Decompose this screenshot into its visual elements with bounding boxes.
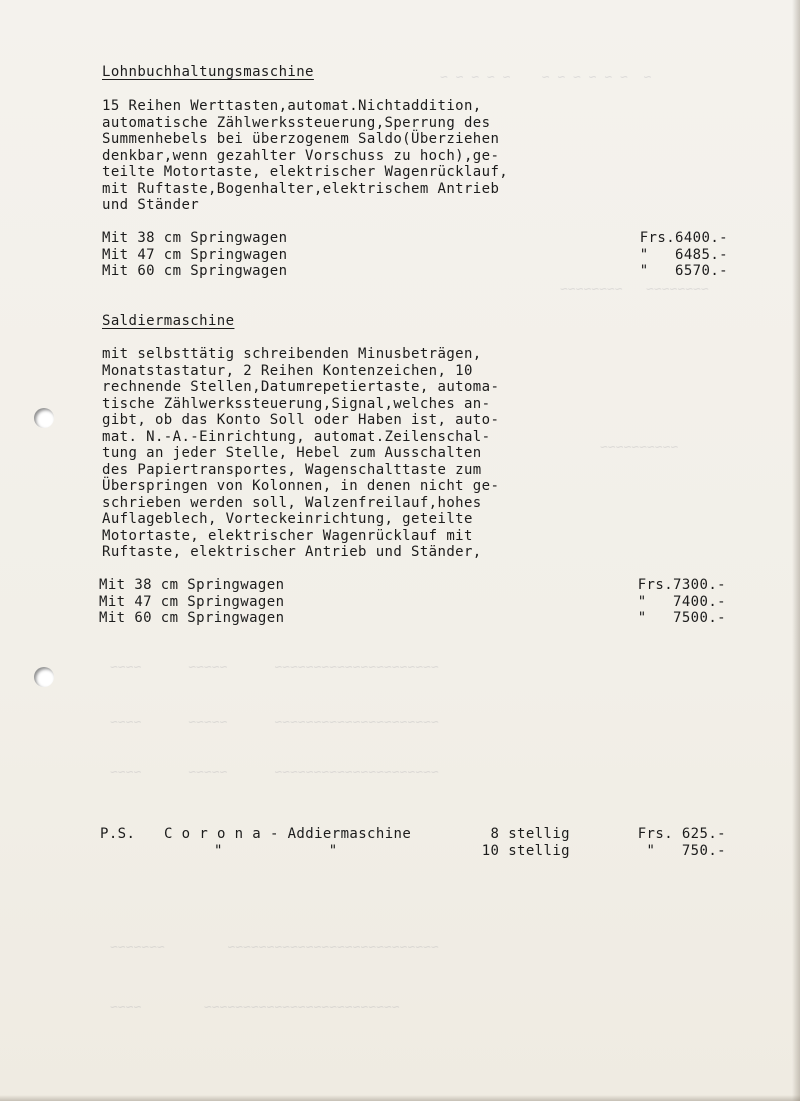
bleed-through-text: ~ ~ ~ ~ ~ ~ ~ ~ ~ ~ ~ ~ xyxy=(440,70,667,85)
page-edge-shadow xyxy=(0,1095,800,1101)
description-line: des Papiertransportes, Wagenschalttaste zum xyxy=(102,461,482,478)
item-label: Mit 38 cm Springwagen xyxy=(102,230,288,246)
description-line: Auflageblech, Vortеckeinrichtung, geteilte xyxy=(102,511,473,527)
ps-price: Frs. 625.- xyxy=(637,826,726,842)
description-line: 15 Reihen Werttasten,automat.Nichtaddition, xyxy=(102,98,482,114)
item-label: Mit 60 cm Springwagen xyxy=(102,263,288,279)
item-price: Frs.6400.- xyxy=(639,230,728,246)
description-line: Monatstastatur, 2 Reihen Kontenzeichen, 10 xyxy=(102,362,473,379)
item-price: " 6570.- xyxy=(639,263,728,279)
page-edge-shadow xyxy=(792,0,800,1101)
ps-digits: 10 stellig xyxy=(481,842,570,859)
section-heading: Lohnbuchhaltungsmaschine xyxy=(102,64,314,80)
ps-ditto: " " xyxy=(214,842,338,859)
punch-hole xyxy=(34,408,54,428)
item-label: Mit 47 cm Springwagen xyxy=(102,246,288,263)
description-line: mit Ruftaste,Bogenhalter,elektrischem Antrieb xyxy=(102,180,500,197)
description-line: denkbar,wenn gezahlter Vorschuss zu hoch),ge- xyxy=(102,147,500,164)
description-line: teilte Motortaste, elektrischer Wagenrücklauf, xyxy=(102,164,509,180)
description-line: rechnende Stellen,Datumrepetiertaste, automa- xyxy=(102,379,500,395)
ps-machine: C o r o n a - Addiermaschine xyxy=(164,826,412,842)
description-line: Summenhebels bei überzogenem Saldo(Überziehen xyxy=(102,131,500,147)
item-label: Mit 60 cm Springwagen xyxy=(99,610,285,626)
item-label: Mit 47 cm Springwagen xyxy=(99,593,285,610)
description-line: und Ständer xyxy=(102,197,200,213)
description-line: mat. N.-A.-Einrichtung, automat.Zeilenschal- xyxy=(102,428,491,445)
description-line: Ruftaste, elektrischer Antrieb und Ständer, xyxy=(102,544,482,560)
description-line: automatische Zählwerkssteuerung,Sperrung des xyxy=(102,114,491,131)
description-line: schrieben werden soll, Walzenfreilauf,hohes xyxy=(102,494,482,511)
bleed-through-text: ~~~~~~~~ ~~~~~~~~ xyxy=(560,282,709,297)
ps-digits: 8 stellig xyxy=(490,826,570,842)
section-heading: Saldiermaschine xyxy=(102,313,235,329)
description-line: tung an jeder Stelle, Hebel zum Ausschalten xyxy=(102,445,482,461)
bleed-through-text: ~~~~~~~~~~~~~~~~~~~~~ ~~~~~ ~~~~ xyxy=(110,660,439,675)
bleed-through-text: ~~~~~~~~~~~~~~~~~~~~~ ~~~~~ ~~~~ xyxy=(110,765,439,780)
item-price: " 7500.- xyxy=(637,610,726,626)
description-line: gibt, ob das Konto Soll oder Haben ist, auto- xyxy=(102,412,500,428)
ps-price: " 750.- xyxy=(646,842,726,859)
bleed-through-text: ~~~~~~~~~~~~~~~~~~~~~~~~~~~ ~~~~~~~ xyxy=(110,940,439,955)
item-price: Frs.7300.- xyxy=(637,577,726,593)
bleed-through-text: ~~~~~~~~~~~~~~~~~~~~~~~~~ ~~~~ xyxy=(110,1000,400,1015)
description-line: mit selbsttätig schreibenden Minusbeträgen, xyxy=(102,346,482,362)
punch-hole xyxy=(34,667,54,687)
description-line: Überspringen von Kolonnen, in denen nicht ge- xyxy=(102,478,500,494)
bleed-through-text: ~~~~~~~~~~ xyxy=(600,440,679,455)
description-line: tische Zählwerkssteuerung,Signal,welches an- xyxy=(102,395,491,412)
item-price: " 7400.- xyxy=(637,593,726,610)
description-line: Motortaste, elektrischer Wagenrücklauf mit xyxy=(102,527,473,544)
bleed-through-text: ~~~~~~~~~~~~~~~~~~~~~ ~~~~~ ~~~~ xyxy=(110,715,439,730)
item-price: " 6485.- xyxy=(639,246,728,263)
ps-prefix: P.S. xyxy=(100,826,136,842)
item-label: Mit 38 cm Springwagen xyxy=(99,577,285,593)
